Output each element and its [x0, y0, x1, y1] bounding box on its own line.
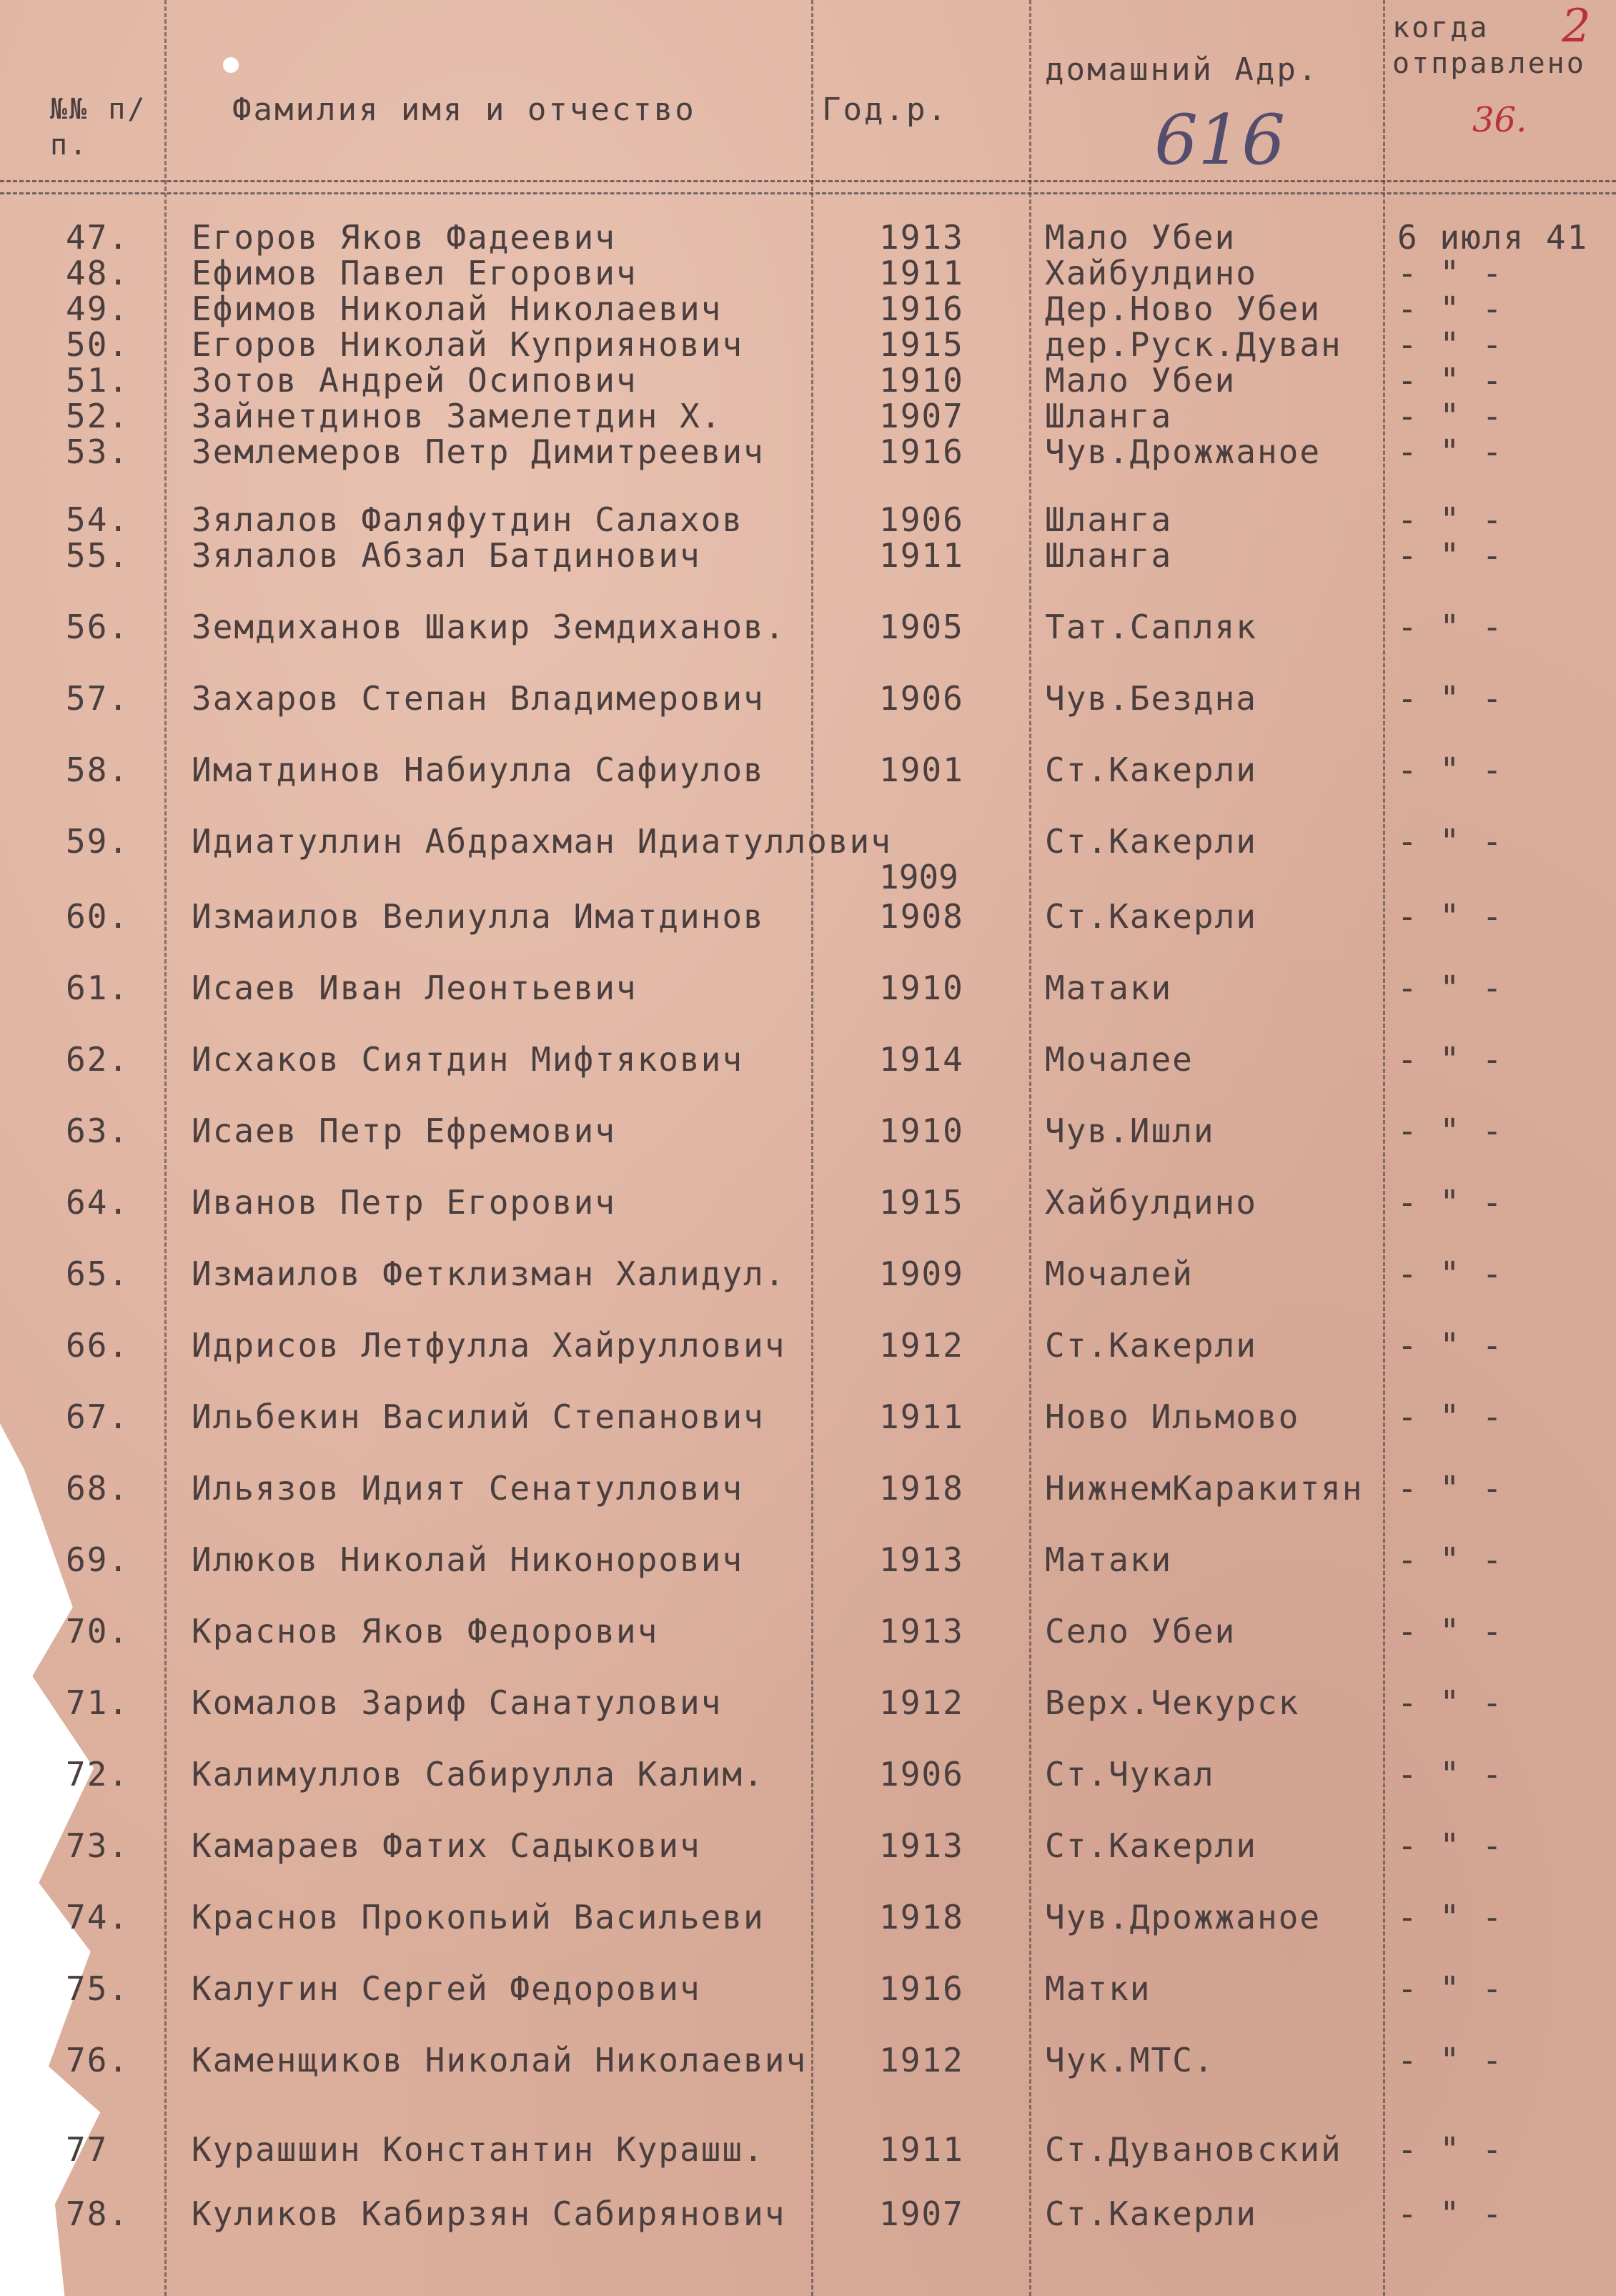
row-name: Краснов Яков Федорович	[192, 1612, 659, 1651]
row-address: Чук.МТС.	[1045, 2041, 1215, 2079]
row-number: 49.	[66, 290, 130, 328]
table-row	[0, 361, 1616, 398]
row-sent: - " -	[1397, 897, 1504, 936]
header-double-rule	[0, 180, 1616, 194]
row-address: Мочалее	[1045, 1040, 1194, 1079]
row-address: Мало Убеи	[1045, 361, 1236, 400]
row-year: 1915	[879, 325, 964, 364]
row-sent: - " -	[1397, 1183, 1504, 1222]
table-row	[0, 1898, 1616, 1935]
row-name: Идиатуллин Абдрахман Идиатуллович	[192, 822, 892, 861]
header-sent: когда отправлено	[1392, 11, 1586, 80]
row-sent: - " -	[1397, 290, 1504, 328]
row-number: 67.	[66, 1397, 130, 1436]
row-number: 52.	[66, 397, 130, 435]
row-year: 1916	[879, 1969, 964, 2008]
row-year: 1913	[879, 1540, 964, 1579]
row-address: Шланга	[1045, 500, 1173, 539]
table-row	[0, 822, 1616, 859]
row-year: 1906	[879, 500, 964, 539]
row-number: 57.	[66, 679, 130, 718]
row-year: 1911	[879, 536, 964, 575]
row-sent: - " -	[1397, 2041, 1504, 2079]
row-address: Хайбулдино	[1045, 1183, 1257, 1222]
row-number: 58.	[66, 751, 130, 789]
row-sent: - " -	[1397, 1040, 1504, 1079]
row-year: 1908	[879, 897, 964, 936]
row-sent: - " -	[1397, 969, 1504, 1007]
row-sent: - " -	[1397, 1112, 1504, 1150]
row-number: 51.	[66, 361, 130, 400]
row-number: 69.	[66, 1540, 130, 1579]
row-year: 1907	[879, 2194, 964, 2233]
row-year: 1911	[879, 1397, 964, 1436]
row-name: Исаев Иван Леонтьевич	[192, 969, 638, 1007]
row-number: 53.	[66, 432, 130, 471]
row-number: 48.	[66, 254, 130, 292]
row-59-year: 1909	[879, 858, 958, 896]
table-row	[0, 751, 1616, 788]
row-address: Ст.Какерли	[1045, 822, 1257, 861]
row-name: Зайнетдинов Замелетдин Х.	[192, 397, 723, 435]
table-row	[0, 1683, 1616, 1721]
row-year: 1911	[879, 2130, 964, 2169]
row-address: Ст.Какерли	[1045, 751, 1257, 789]
row-year: 1907	[879, 397, 964, 435]
row-sent: - " -	[1397, 1255, 1504, 1293]
row-number: 47.	[66, 218, 130, 257]
row-sent: - " -	[1397, 1326, 1504, 1365]
table-row	[0, 1397, 1616, 1435]
row-year: 1913	[879, 1826, 964, 1865]
row-name: Иматдинов Набиулла Сафиулов	[192, 751, 765, 789]
row-name: Землемеров Петр Димитреевич	[192, 432, 765, 471]
row-name: Захаров Степан Владимерович	[192, 679, 765, 718]
row-name: Зялалов Фаляфутдин Салахов	[192, 500, 744, 539]
row-year: 1916	[879, 290, 964, 328]
row-year: 1910	[879, 1112, 964, 1150]
row-sent: - " -	[1397, 2194, 1504, 2233]
table-row	[0, 1040, 1616, 1077]
row-name: Комалов Зариф Санатулович	[192, 1683, 723, 1722]
row-year: 1906	[879, 1755, 964, 1793]
row-number: 78.	[66, 2194, 130, 2233]
table-row	[0, 2194, 1616, 2232]
row-address: Ст.Дувановский	[1045, 2130, 1342, 2169]
row-number: 64.	[66, 1183, 130, 1222]
row-sent: - " -	[1397, 2130, 1504, 2169]
row-number: 70.	[66, 1612, 130, 1651]
row-sent: - " -	[1397, 536, 1504, 575]
row-sent: 6 июля 41	[1397, 218, 1589, 257]
row-number: 63.	[66, 1112, 130, 1150]
row-sent: - " -	[1397, 1683, 1504, 1722]
table-row	[0, 1969, 1616, 2006]
row-name: Краснов Прокопьий Васильеви	[192, 1898, 765, 1936]
row-sent: - " -	[1397, 254, 1504, 292]
table-row	[0, 254, 1616, 291]
row-year: 1918	[879, 1898, 964, 1936]
row-name: Каменщиков Николай Николаевич	[192, 2041, 808, 2079]
row-name: Зотов Андрей Осипович	[192, 361, 638, 400]
table-row	[0, 500, 1616, 538]
table-row	[0, 290, 1616, 327]
row-sent: - " -	[1397, 1612, 1504, 1651]
table-row	[0, 1112, 1616, 1149]
row-number: 76.	[66, 2041, 130, 2079]
row-year: 1901	[879, 751, 964, 789]
row-sent: - " -	[1397, 325, 1504, 364]
row-name: Егоров Николай Куприянович	[192, 325, 744, 364]
table-header	[0, 0, 1616, 186]
row-name: Ефимов Николай Николаевич	[192, 290, 723, 328]
row-year: 1913	[879, 218, 964, 257]
table-row	[0, 1826, 1616, 1864]
row-address: Ст.Какерли	[1045, 2194, 1257, 2233]
row-number: 65.	[66, 1255, 130, 1293]
row-name: Идрисов Летфулла Хайруллович	[192, 1326, 786, 1365]
row-name: Куликов Кабирзян Сабирянович	[192, 2194, 786, 2233]
row-name: Курашшин Константин Курашш.	[192, 2130, 765, 2169]
row-sent: - " -	[1397, 432, 1504, 471]
row-year: 1909	[879, 1255, 964, 1293]
row-year: 1910	[879, 969, 964, 1007]
row-sent: - " -	[1397, 1397, 1504, 1436]
table-row	[0, 608, 1616, 645]
row-sent: - " -	[1397, 1540, 1504, 1579]
table-row	[0, 2041, 1616, 2078]
table-row	[0, 1612, 1616, 1649]
row-address: Мало Убеи	[1045, 218, 1236, 257]
row-number: 50.	[66, 325, 130, 364]
row-name: Илюков Николай Никонорович	[192, 1540, 744, 1579]
table-row	[0, 397, 1616, 434]
row-year: 1913	[879, 1612, 964, 1651]
row-number: 62.	[66, 1040, 130, 1079]
row-number: 66.	[66, 1326, 130, 1365]
row-number: 72.	[66, 1755, 130, 1793]
table-row	[0, 679, 1616, 716]
row-year: 1915	[879, 1183, 964, 1222]
row-name: Исаев Петр Ефремович	[192, 1112, 616, 1150]
table-row	[0, 536, 1616, 573]
handwritten-sheet-number: 616	[1154, 100, 1286, 180]
row-sent: - " -	[1397, 1469, 1504, 1508]
row-number: 55.	[66, 536, 130, 575]
row-sent: - " -	[1397, 1755, 1504, 1793]
row-address: Матаки	[1045, 969, 1173, 1007]
table-row	[0, 1540, 1616, 1578]
row-name: Ефимов Павел Егорович	[192, 254, 638, 292]
row-address: Шланга	[1045, 536, 1173, 575]
row-name: Исхаков Сиятдин Мифтякович	[192, 1040, 744, 1079]
row-sent: - " -	[1397, 822, 1504, 861]
row-sent: - " -	[1397, 751, 1504, 789]
row-year: 1912	[879, 1683, 964, 1722]
header-address: домашний Адр.	[1045, 51, 1319, 88]
row-name: Калугин Сергей Федорович	[192, 1969, 701, 2008]
row-name: Зялалов Абзал Батдинович	[192, 536, 701, 575]
table-row	[0, 1183, 1616, 1220]
row-year: 1912	[879, 1326, 964, 1365]
row-address: Матаки	[1045, 1540, 1173, 1579]
row-number: 54.	[66, 500, 130, 539]
row-number: 60.	[66, 897, 130, 936]
row-name: Камараев Фатих Садыкович	[192, 1826, 701, 1865]
row-address: Село Убеи	[1045, 1612, 1236, 1651]
row-address: Чув.Дрожжаное	[1045, 1898, 1322, 1936]
row-number: 74.	[66, 1898, 130, 1936]
row-address: Матки	[1045, 1969, 1151, 2008]
row-name: Ильязов Идият Сенатуллович	[192, 1469, 744, 1508]
row-address: Дер.Ново Убеи	[1045, 290, 1322, 328]
handwritten-page-mark: 2	[1562, 0, 1591, 53]
row-address: Тат.Сапляк	[1045, 608, 1257, 646]
row-number: 77	[66, 2130, 109, 2169]
row-number: 61.	[66, 969, 130, 1007]
row-name: Измаилов Велиулла Иматдинов	[192, 897, 765, 936]
row-address: Ново Ильмово	[1045, 1397, 1300, 1436]
row-name: Иванов Петр Егорович	[192, 1183, 616, 1222]
row-sent: - " -	[1397, 500, 1504, 539]
row-year: 1906	[879, 679, 964, 718]
table-row	[0, 1326, 1616, 1363]
row-year: 1918	[879, 1469, 964, 1508]
table-row	[0, 325, 1616, 362]
row-address: Верх.Чекурск	[1045, 1683, 1300, 1722]
row-address: Чув.Бездна	[1045, 679, 1257, 718]
row-number: 56.	[66, 608, 130, 646]
table-row	[0, 897, 1616, 934]
row-address: Мочалей	[1045, 1255, 1194, 1293]
table-row	[0, 2130, 1616, 2167]
row-number: 75.	[66, 1969, 130, 2008]
header-number: №№ п/п.	[50, 93, 147, 162]
table-row	[0, 1755, 1616, 1792]
row-sent: - " -	[1397, 1969, 1504, 2008]
row-sent: - " -	[1397, 679, 1504, 718]
row-address: Хайбулдино	[1045, 254, 1257, 292]
row-year: 1911	[879, 254, 964, 292]
row-address: Шланга	[1045, 397, 1173, 435]
row-address: Чув.Ишли	[1045, 1112, 1215, 1150]
header-name: Фамилия имя и отчество	[232, 91, 696, 128]
header-year: Год.р.	[822, 91, 948, 128]
row-sent: - " -	[1397, 397, 1504, 435]
row-sent: - " -	[1397, 608, 1504, 646]
table-row	[0, 969, 1616, 1006]
row-year: 1905	[879, 608, 964, 646]
row-name: Ильбекин Василий Степанович	[192, 1397, 765, 1436]
table-row	[0, 1255, 1616, 1292]
table-row	[0, 218, 1616, 255]
row-name: Калимуллов Сабирулла Калим.	[192, 1755, 765, 1793]
row-number: 71.	[66, 1683, 130, 1722]
row-address: Ст.Чукал	[1045, 1755, 1215, 1793]
row-address: дер.Руск.Дуван	[1045, 325, 1342, 364]
row-sent: - " -	[1397, 1826, 1504, 1865]
row-year: 1912	[879, 2041, 964, 2079]
row-address: Ст.Какерли	[1045, 1826, 1257, 1865]
row-address: Ст.Какерли	[1045, 897, 1257, 936]
row-sent: - " -	[1397, 361, 1504, 400]
row-address: Ст.Какерли	[1045, 1326, 1257, 1365]
table-row	[0, 1469, 1616, 1506]
row-address: НижнемКаракитян	[1045, 1469, 1364, 1508]
row-year: 1910	[879, 361, 964, 400]
row-number: 73.	[66, 1826, 130, 1865]
row-name: Измаилов Фетклизман Халидул.	[192, 1255, 786, 1293]
row-name: Егоров Яков Фадеевич	[192, 218, 616, 257]
row-year: 1916	[879, 432, 964, 471]
row-sent: - " -	[1397, 1898, 1504, 1936]
table-row	[0, 432, 1616, 470]
handwritten-page-mark-2: 36.	[1472, 100, 1527, 140]
row-number: 68.	[66, 1469, 130, 1508]
row-number: 59.	[66, 822, 130, 861]
row-address: Чув.Дрожжаное	[1045, 432, 1322, 471]
row-name: Земдиханов Шакир Земдиханов.	[192, 608, 786, 646]
row-year: 1914	[879, 1040, 964, 1079]
